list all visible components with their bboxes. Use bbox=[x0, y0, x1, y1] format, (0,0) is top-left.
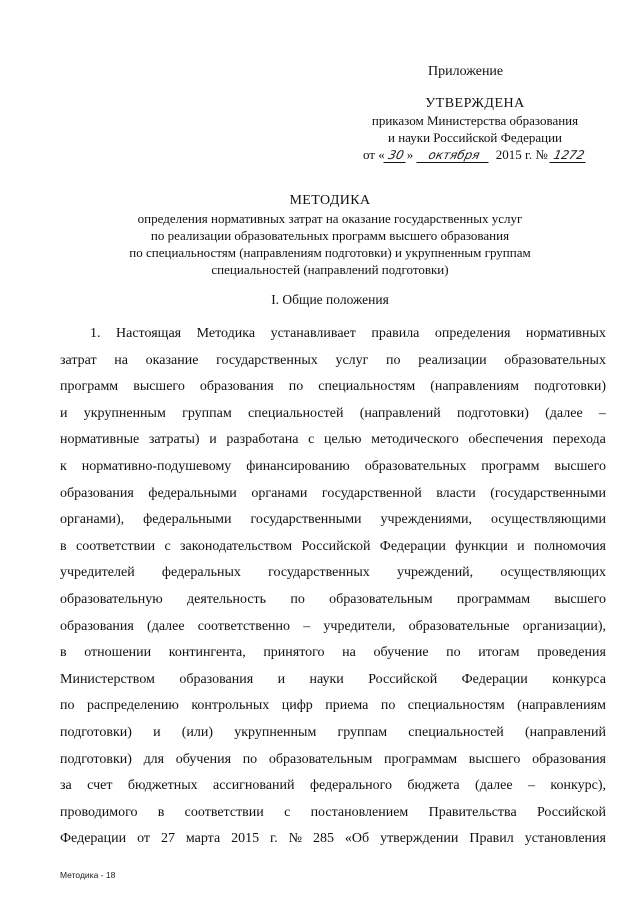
body-line: образования федеральными органами государственной власти (государственными bbox=[60, 485, 606, 501]
order-line-2: и науки Российской Федерации bbox=[387, 130, 562, 145]
body-line: по распределению контрольных цифр приема по специальностям (направлениям bbox=[60, 698, 606, 714]
handwritten-order-number: 1272 bbox=[549, 148, 588, 163]
handwritten-month: октября bbox=[417, 148, 492, 163]
body-line: и укрупненным группам специальностей (направлений подготовки) (далее – bbox=[60, 405, 606, 421]
body-paragraph bbox=[60, 321, 606, 853]
order-line-1: приказом Министерства образования bbox=[371, 113, 579, 128]
body-line: Федерации от 27 марта 2015 г. № 285 «Об утверждении Правил установления bbox=[60, 831, 606, 847]
handwritten-day: 30 bbox=[383, 148, 408, 163]
document-title bbox=[60, 192, 600, 278]
body-line: проводимого в соответствии с постановлением Правительства Российской bbox=[60, 804, 606, 820]
footer-page-label: Методика - 18 bbox=[60, 870, 116, 880]
body-line: к нормативно-подушевому финансированию образовательных программ высшего bbox=[60, 458, 606, 474]
body-line: подготовки) и (или) укрупненным группам специальностей (направлений bbox=[60, 724, 606, 740]
body-line: в отношении контингента, принятого на обучение по итогам проведения bbox=[60, 645, 606, 661]
order-date-line bbox=[340, 146, 610, 163]
title-main: МЕТОДИКА bbox=[289, 193, 371, 208]
date-mid: » bbox=[406, 147, 414, 162]
approved-heading: УТВЕРЖДЕНА bbox=[425, 96, 525, 111]
body-line: подготовки) для обучения по образовательным программам высшего образования bbox=[60, 751, 606, 767]
date-prefix: от « bbox=[362, 147, 385, 162]
title-line: определения нормативных затрат на оказание государственных услуг bbox=[137, 211, 523, 226]
approval-stamp-block bbox=[340, 95, 610, 163]
body-line: программ высшего образования по специальностям (направлениям подготовки) bbox=[60, 379, 606, 395]
body-line: затрат на оказание государственных услуг по реализации образовательных bbox=[60, 352, 606, 368]
section-heading: I. Общие положения bbox=[271, 292, 389, 307]
body-line: нормативные затраты) и разработана с целью методического обеспечения перехода bbox=[60, 432, 606, 448]
body-line: органами), федеральными государственными учреждениями, осуществляющими bbox=[60, 512, 606, 528]
body-line: за счет бюджетных ассигнований федерального бюджета (далее – конкурс), bbox=[60, 778, 606, 794]
body-line: в соответствии с законодательством Российской Федерации функции и полномочия bbox=[60, 538, 606, 554]
body-line: Министерством образования и науки Российской Федерации конкурса bbox=[60, 671, 606, 687]
title-line: по специальностям (направлениям подготовки) и укрупненным группам bbox=[129, 245, 531, 260]
appendix-label: Приложение bbox=[428, 64, 504, 79]
body-line: 1. Настоящая Методика устанавливает правила определения нормативных bbox=[90, 326, 606, 341]
body-line: учредителей федеральных государственных учреждений, осуществляющих bbox=[60, 565, 606, 581]
body-line: образования (далее соответственно – учредители, образовательные организации), bbox=[60, 618, 606, 634]
title-line: специальностей (направлений подготовки) bbox=[211, 262, 449, 277]
date-year: 2015 г. № bbox=[495, 147, 548, 162]
body-line: образовательную деятельность по образовательным программам высшего bbox=[60, 591, 606, 607]
title-line: по реализации образовательных программ высшего образования bbox=[150, 228, 510, 243]
